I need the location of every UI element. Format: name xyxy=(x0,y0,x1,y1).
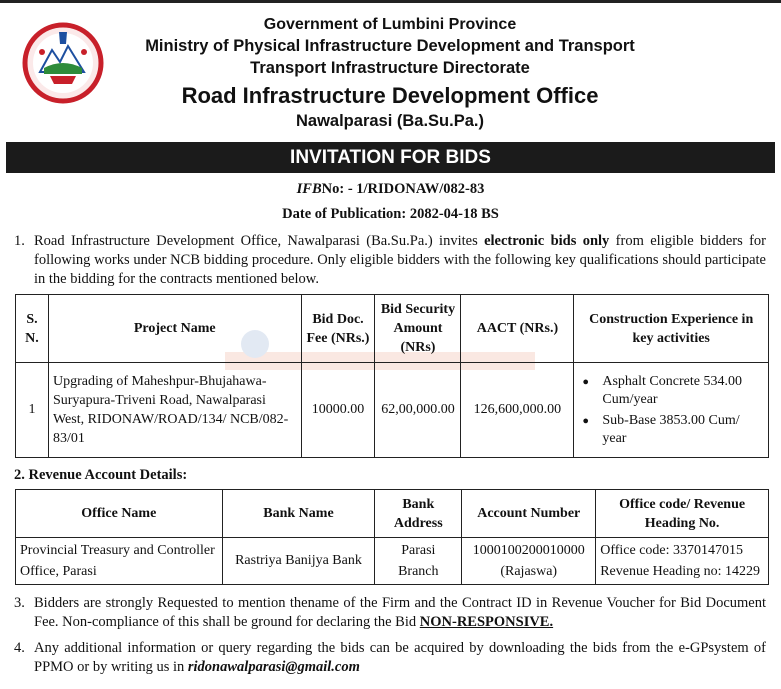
cell-code: Office code: 3370147015 Revenue Heading no: 14229 xyxy=(596,538,769,585)
header-bank: Bank Name xyxy=(222,490,375,538)
cell-security: 62,00,000.00 xyxy=(375,363,461,458)
top-border xyxy=(0,0,781,3)
bid-table xyxy=(15,294,769,458)
office-location: Nawalparasi (Ba.Su.Pa.) xyxy=(296,112,484,130)
ifb-number: IFBNo: - 1/RIDONAW/082-83 xyxy=(296,181,485,197)
paragraph-1: 1. Road Infrastructure Development Office, Nawalparasi (Ba.Su.Pa.) invites electronic bids only from eligible bidders for following works under NCB bidding procedure. Only eligible bidders with the following key qualifications should participate in the bidding for the contracts mentioned below. xyxy=(14,233,766,287)
cell-aact: 126,600,000.00 xyxy=(461,363,574,458)
cell-bank: Rastriya Banijya Bank xyxy=(222,538,375,585)
revenue-section-heading: 2. Revenue Account Details: xyxy=(14,467,188,483)
paragraph-4: 4. Any additional information or query regarding the bids can be acquired by downloading the bids from the e-GPsystem of PPMO or by writing us in ridonawalparasi@gmail.com xyxy=(14,640,766,675)
cell-project: Upgrading of Maheshpur-Bhujahawa-Suryapura-Triveni Road, Nawalparasi West, RIDONAW/ROAD/134/ NCB/082-83/01 xyxy=(48,363,301,458)
nepal-emblem-icon xyxy=(22,22,104,104)
header-sn: S. N. xyxy=(16,295,49,363)
office-header xyxy=(110,14,670,132)
cell-fee: 10000.00 xyxy=(301,363,375,458)
header-office: Office Name xyxy=(16,490,223,538)
invitation-banner: INVITATION FOR BIDS xyxy=(6,142,775,173)
cell-sn: 1 xyxy=(16,363,49,458)
government-line: Government of Lumbini Province xyxy=(263,16,517,33)
directorate-line: Transport Infrastructure Directorate xyxy=(250,59,530,77)
publication-date: Date of Publication: 2082-04-18 BS xyxy=(282,206,499,222)
office-title: Road Infrastructure Development Office xyxy=(181,83,599,108)
header-experience: Construction Experience in key activities xyxy=(574,295,769,363)
table-row xyxy=(16,538,769,585)
header-fee: Bid Doc. Fee (NRs.) xyxy=(301,295,375,363)
cell-office: Provincial Treasury and Controller Office, Parasi xyxy=(16,538,223,585)
paragraph-3: 3. Bidders are strongly Requested to mention thename of the Firm and the Contract ID in Revenue Voucher for Bid Document Fee. Non-compliance of this shall be ground for declaring the Bid NON-RESPONSIVE. xyxy=(14,595,766,630)
ministry-line: Ministry of Physical Infrastructure Development and Transport xyxy=(145,37,635,55)
header-code: Office code/ Revenue Heading No. xyxy=(596,490,769,538)
header-project: Project Name xyxy=(48,295,301,363)
header-aact: AACT (NRs.) xyxy=(461,295,574,363)
cell-account: 1000100200010000 (Rajaswa) xyxy=(462,538,596,585)
list-item: ● Asphalt Concrete 534.00 Cum/year xyxy=(578,373,764,409)
contact-email[interactable]: ridonawalparasi@gmail.com xyxy=(187,659,360,675)
table-row xyxy=(16,363,769,458)
revenue-table xyxy=(15,489,769,585)
cell-experience xyxy=(574,363,769,458)
header-account: Account Number xyxy=(462,490,596,538)
header-security: Bid Security Amount (NRs) xyxy=(375,295,461,363)
list-item: ● Sub-Base 3853.00 Cum/ year xyxy=(578,412,764,448)
header-address: Bank Address xyxy=(375,490,462,538)
cell-address: Parasi Branch xyxy=(375,538,462,585)
